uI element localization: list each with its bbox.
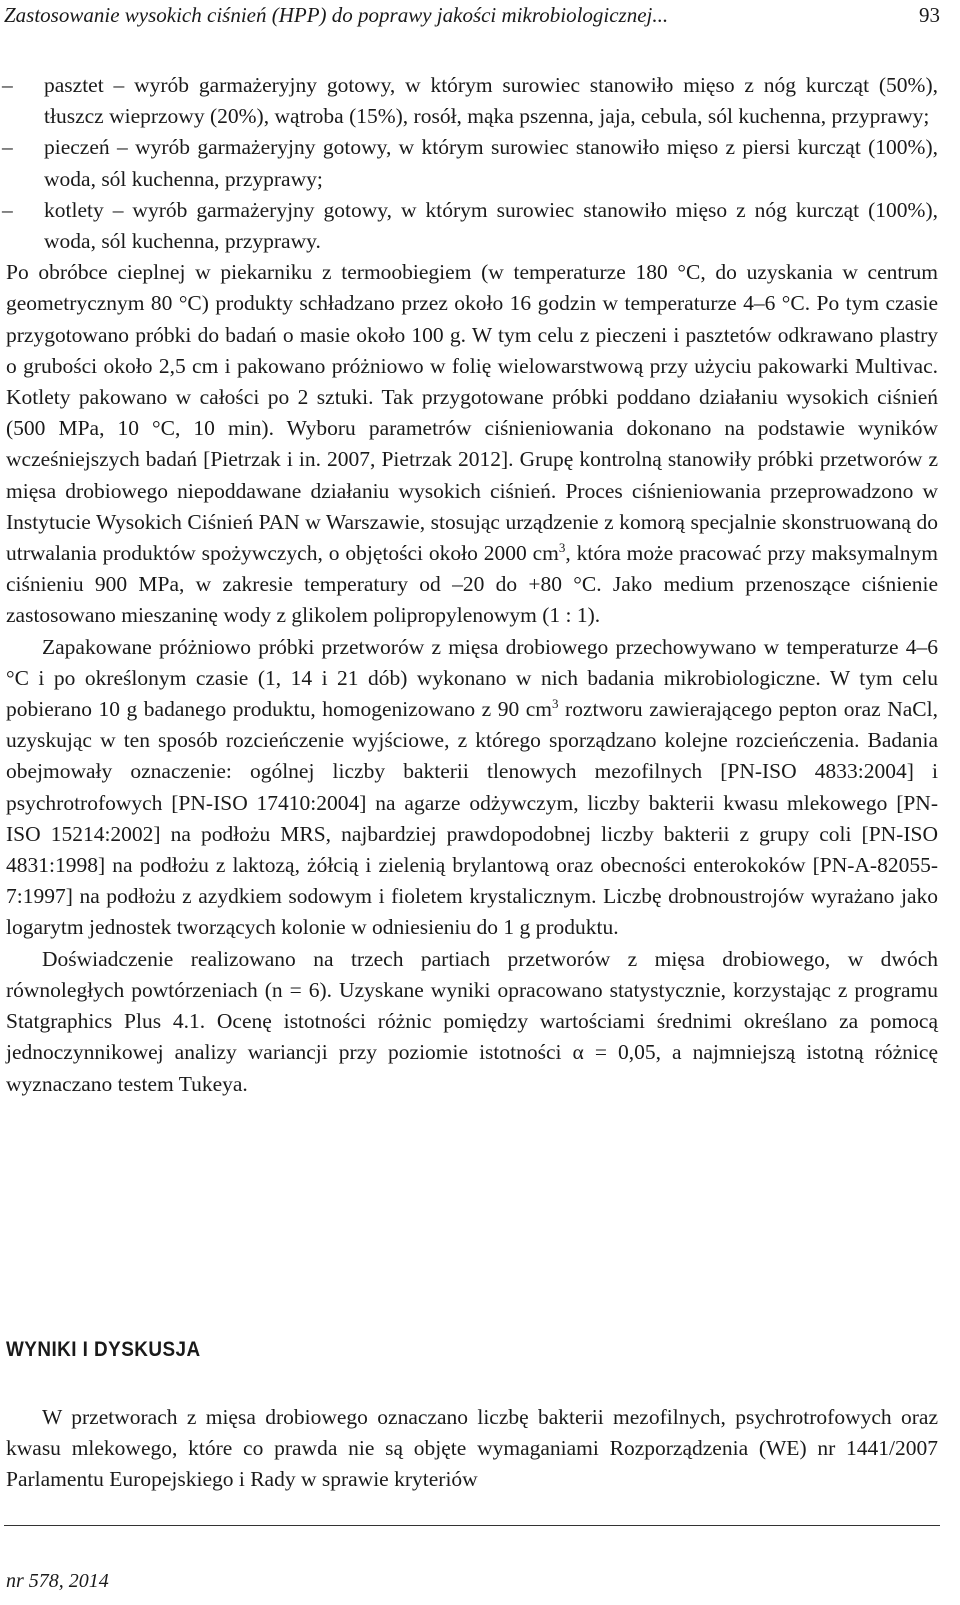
list-dash: – (2, 135, 13, 160)
superscript: 3 (552, 696, 559, 712)
list-dash: – (2, 73, 13, 97)
list-item-text: pasztet – wyrób garmażeryjny gotowy, w którym surowiec stanowiło mięso z nóg kurcząt (50%), tłuszcz wieprzowy (20%), wątroba (15%), rosół, mąka pszenna, jaja, cebula, sól kuchenna, przyprawy; (44, 73, 938, 129)
storage-text: Zapakowane próżniowo próbki przetworów z mięsa drobiowego przechowywano w temperaturze 4–6 °C i po określonym czasie (1, 14 i 21 dób) wykonano w nich badania mikrobiologiczne. W tym celu pobierano 10 g badanego produktu, homogenizowano z 90 cm (6, 634, 938, 722)
footer-divider (4, 1525, 940, 1526)
body-text (2, 70, 938, 1100)
list-item (2, 70, 938, 132)
superscript: 3 (558, 540, 566, 556)
running-header (4, 2, 940, 28)
methods-text: Po obróbce cieplnej w piekarniku z termoobiegiem (w temperaturze 180 °C, do uzyskania w centrum geometrycznym 80 °C) produkty schładzano przez około 16 godzin w temperaturze 4–6 °C. Po tym czasie przygotowano próbki do badań o masie około 100 g. W tym celu z pieczeni i pasztetów odkrawano plastry o grubości około 2,5 cm i pakowano próżniowo w folię wielowarstwową przy użyciu pakowarki Multivac. Kotlety pakowano w całości po 2 sztuki. Tak przygotowane próbki poddano działaniu wysokich ciśnień (500 MPa, 10 °C, 10 min). Wyboru parametrów ciśnieniowania dokonano na podstawie wyników wcześniejszych badań [Pietrzak i in. 2007, Pietrzak 2012]. Grupę kontrolną stanowiły próbki przetworów z mięsa drobiowego niepoddawane działaniu wysokich ciśnień. Proces ciśnieniowania przeprowadzono w Instytucie Wysokich Ciśnień PAN w Warszawie, stosując urządzenie z komorą specjalnie skonstruowaną do utrwalania produktów spożywczych, o objętości około 2000 cm (6, 260, 938, 566)
list-item (2, 195, 938, 257)
methods-text-cont: , która może pracować przy maksymalnym ciśnieniu 900 MPa, w zakresie temperatury od –20 do +80 °C. Jako medium przenoszące ciśnienie zastosowano mieszaninę wody z glikolem polipropylenowym (1 : 1). (6, 541, 938, 628)
results-text (6, 1402, 938, 1496)
methods-paragraph (6, 257, 938, 631)
footer-issue: nr 578, 2014 (6, 1570, 109, 1592)
results-paragraph: W przetworach z mięsa drobiowego oznaczano liczbę bakterii mezofilnych, psychrotrofowych oraz kwasu mlekowego, które co prawda nie są objęte wymaganiami Rozporządzenia (WE) nr 1441/2007 Parlamentu Europejskiego i Rady w sprawie kryteriów (6, 1405, 938, 1492)
list-dash: – (2, 197, 13, 222)
list-item (2, 132, 938, 194)
storage-text-cont: roztworu zawierającego pepton oraz NaCl, uzyskując w ten sposób rozcieńczenie wyjściowe, z którego sporządzano kolejne rozcieńczenia. Badania obejmowały oznaczenie: ogólnej liczby bakterii tlenowych mezofilnych [PN-ISO 4833:2004] i psychrotrofowych [PN-ISO 17410:2004] na agarze odżywczym, liczby bakterii kwasu mlekowego [PN-ISO 15214:2002] na podłożu MRS, najbardziej prawdopodobnej liczby bakterii z grupy coli [PN-ISO 4831:1998] na podłożu z laktozą, żółcią i zielenią brylantową oraz obecności enterokoków [PN-A-82055-7:1997] na podłożu z azydkiem sodowym i fioletem krystalicznym. Liczbę drobnoustrojów wyrażano jako logarytm jednostek tworzących kolonie w odniesieniu do 1 g produktu. (6, 697, 938, 940)
running-title: Zastosowanie wysokich ciśnień (HPP) do poprawy jakości mikrobiologicznej... (4, 3, 669, 27)
statistics-paragraph: Doświadczenie realizowano na trzech partiach przetworów z mięsa drobiowego, w dwóch równoległych powtórzeniach (n = 6). Uzyskane wyniki opracowano statystycznie, korzystając z programu Statgraphics Plus 4.1. Ocenę istotności różnic pomiędzy wartościami średnimi określano za pomocą jednoczynnikowej analizy wariancji przy poziomie istotności α = 0,05, a najmniejszą istotną różnicę wyznaczano testem Tukeya. (6, 946, 938, 1096)
storage-paragraph (6, 632, 938, 944)
section-heading: WYNIKI I DYSKUSJA (6, 1338, 201, 1361)
list-item-text: pieczeń – wyrób garmażeryjny gotowy, w którym surowiec stanowiło mięso z piersi kurcząt (100%), woda, sól kuchenna, przyprawy; (44, 135, 938, 191)
page-number: 93 (919, 3, 940, 27)
list-item-text: kotlety – wyrób garmażeryjny gotowy, w którym surowiec stanowiło mięso z nóg kurcząt (100%), woda, sól kuchenna, przyprawy. (44, 197, 938, 254)
